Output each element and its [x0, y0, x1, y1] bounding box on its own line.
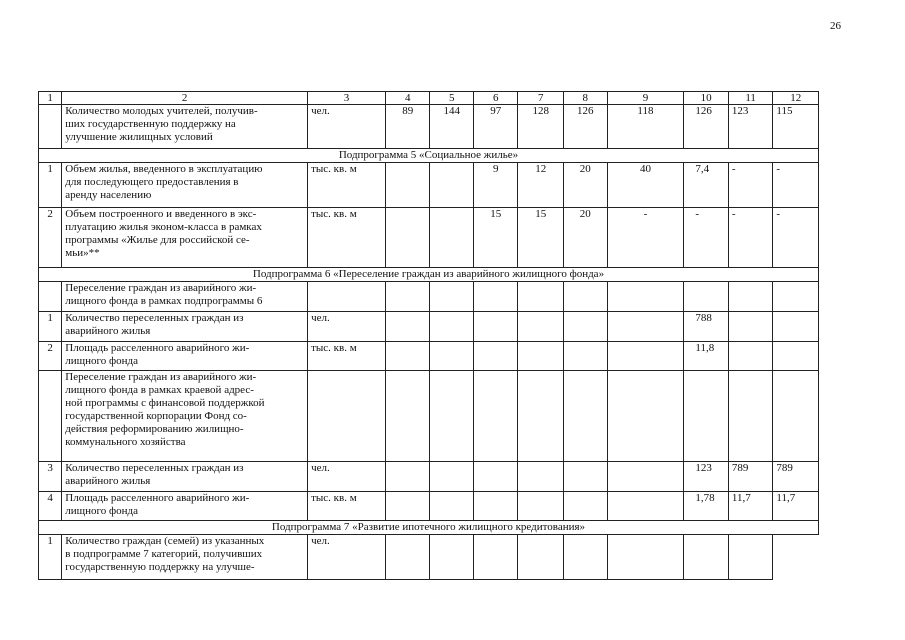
- column-header: 6: [473, 92, 518, 105]
- value-cell: -: [607, 208, 684, 268]
- value-cell: [728, 371, 773, 462]
- section-row: [39, 268, 819, 282]
- value-cell: 11,8: [684, 342, 729, 371]
- value-cell: 15: [518, 208, 564, 268]
- row-number: [39, 282, 62, 312]
- row-number: [39, 105, 62, 149]
- indicator-name: Количество переселенных граждан из аварийного жилья: [62, 312, 308, 342]
- indicator-name: Площадь расселенного аварийного жи- лищного фонда: [62, 492, 308, 521]
- value-cell: [473, 462, 518, 492]
- table-row: [39, 371, 819, 462]
- value-cell: 20: [564, 208, 608, 268]
- value-cell: [473, 371, 518, 462]
- row-number: 1: [39, 312, 62, 342]
- table-row: [39, 535, 819, 580]
- unit-cell: [308, 282, 386, 312]
- value-cell: [684, 535, 729, 580]
- table-row: [39, 492, 819, 521]
- unit-cell: чел.: [308, 312, 386, 342]
- value-cell: 12: [518, 163, 564, 208]
- section-title: Подпрограмма 6 «Переселение граждан из аварийного жилищного фонда»: [39, 268, 819, 282]
- indicator-name: Количество молодых учителей, получив- ших государственную поддержку на улучшение жилищных условий: [62, 105, 308, 149]
- value-cell: [518, 312, 564, 342]
- row-number: 1: [39, 163, 62, 208]
- row-number: 2: [39, 208, 62, 268]
- value-cell: 97: [473, 105, 518, 149]
- value-cell: -: [773, 163, 819, 208]
- value-cell: 89: [385, 105, 430, 149]
- indicator-name: Объем жилья, введенного в эксплуатацию для последующего предоставления в аренду населению: [62, 163, 308, 208]
- value-cell: [385, 371, 430, 462]
- value-cell: [518, 462, 564, 492]
- column-header: 9: [607, 92, 684, 105]
- column-header: 2: [62, 92, 308, 105]
- unit-cell: тыс. кв. м: [308, 342, 386, 371]
- section-title: Подпрограмма 5 «Социальное жилье»: [39, 149, 819, 163]
- value-cell: [518, 492, 564, 521]
- value-cell: [607, 342, 684, 371]
- value-cell: [607, 312, 684, 342]
- unit-cell: чел.: [308, 535, 386, 580]
- value-cell: [385, 492, 430, 521]
- value-cell: [728, 282, 773, 312]
- section-row: [39, 149, 819, 163]
- section-title: Подпрограмма 7 «Развитие ипотечного жилищного кредитования»: [39, 521, 819, 535]
- page-number: 26: [830, 20, 841, 32]
- value-cell: [773, 312, 819, 342]
- value-cell: [607, 535, 684, 580]
- section-row: [39, 521, 819, 535]
- indicator-name: Переселение граждан из аварийного жи- лищного фонда в рамках краевой адрес- ной программы с финансовой поддержкой государственной корпорации Фонд со- действия реформированию жилищно- коммунального хозяйства: [62, 371, 308, 462]
- value-cell: [728, 312, 773, 342]
- unit-cell: тыс. кв. м: [308, 163, 386, 208]
- value-cell: 7,4: [684, 163, 729, 208]
- value-cell: 20: [564, 163, 608, 208]
- table-row: [39, 342, 819, 371]
- value-cell: [564, 342, 608, 371]
- column-header: 7: [518, 92, 564, 105]
- table-row: [39, 163, 819, 208]
- value-cell: [773, 282, 819, 312]
- table-row: [39, 282, 819, 312]
- row-number: [39, 371, 62, 462]
- value-cell: [607, 282, 684, 312]
- value-cell: [728, 342, 773, 371]
- value-cell: -: [728, 163, 773, 208]
- indicators-table: [38, 91, 819, 580]
- value-cell: [385, 282, 430, 312]
- indicator-name: Площадь расселенного аварийного жи- лищного фонда: [62, 342, 308, 371]
- row-number: 3: [39, 462, 62, 492]
- indicator-name: Переселение граждан из аварийного жи- лищного фонда в рамках подпрограммы 6: [62, 282, 308, 312]
- value-cell: [607, 462, 684, 492]
- value-cell: -: [728, 208, 773, 268]
- value-cell: 123: [728, 105, 773, 149]
- value-cell: [430, 342, 474, 371]
- value-cell: [430, 371, 474, 462]
- table-header-row: [39, 92, 819, 105]
- unit-cell: чел.: [308, 105, 386, 149]
- value-cell: [473, 342, 518, 371]
- value-cell: [728, 535, 773, 580]
- value-cell: [564, 371, 608, 462]
- value-cell: [518, 342, 564, 371]
- row-number: 1: [39, 535, 62, 580]
- value-cell: 115: [773, 105, 819, 149]
- value-cell: [430, 208, 474, 268]
- value-cell: [385, 462, 430, 492]
- value-cell: [773, 371, 819, 462]
- value-cell: 40: [607, 163, 684, 208]
- value-cell: 9: [473, 163, 518, 208]
- unit-cell: тыс. кв. м: [308, 492, 386, 521]
- value-cell: 126: [684, 105, 729, 149]
- value-cell: [385, 163, 430, 208]
- value-cell: [773, 342, 819, 371]
- indicator-name: Объем построенного и введенного в экс- плуатацию жилья эконом-класса в рамках программы «Жилье для российской се- мьи»**: [62, 208, 308, 268]
- value-cell: [518, 282, 564, 312]
- value-cell: [385, 535, 430, 580]
- column-header: 3: [308, 92, 386, 105]
- column-header: 11: [728, 92, 773, 105]
- value-cell: [473, 535, 518, 580]
- indicator-name: Количество переселенных граждан из аварийного жилья: [62, 462, 308, 492]
- value-cell: [385, 208, 430, 268]
- table-row: [39, 462, 819, 492]
- value-cell: 144: [430, 105, 474, 149]
- value-cell: 128: [518, 105, 564, 149]
- column-header: 8: [564, 92, 608, 105]
- value-cell: [385, 342, 430, 371]
- column-header: 12: [773, 92, 819, 105]
- value-cell: [684, 282, 729, 312]
- value-cell: 11,7: [728, 492, 773, 521]
- column-header: 5: [430, 92, 474, 105]
- value-cell: [430, 282, 474, 312]
- table-row: [39, 208, 819, 268]
- value-cell: [430, 492, 474, 521]
- value-cell: 789: [773, 462, 819, 492]
- value-cell: [518, 535, 564, 580]
- value-cell: [473, 282, 518, 312]
- table-row: [39, 312, 819, 342]
- table-row: [39, 105, 819, 149]
- value-cell: 788: [684, 312, 729, 342]
- value-cell: 123: [684, 462, 729, 492]
- value-cell: 11,7: [773, 492, 819, 521]
- value-cell: 15: [473, 208, 518, 268]
- column-header: 10: [684, 92, 729, 105]
- value-cell: [607, 492, 684, 521]
- value-cell: 1,78: [684, 492, 729, 521]
- unit-cell: [308, 371, 386, 462]
- value-cell: [564, 282, 608, 312]
- value-cell: -: [773, 208, 819, 268]
- row-number: 2: [39, 342, 62, 371]
- value-cell: [607, 371, 684, 462]
- value-cell: [564, 312, 608, 342]
- indicator-name: Количество граждан (семей) из указанных в подпрограмме 7 категорий, получивших государственную поддержку на улучше-: [62, 535, 308, 580]
- value-cell: [430, 462, 474, 492]
- value-cell: [385, 312, 430, 342]
- value-cell: [430, 312, 474, 342]
- value-cell: 126: [564, 105, 608, 149]
- unit-cell: тыс. кв. м: [308, 208, 386, 268]
- value-cell: [518, 371, 564, 462]
- column-header: 1: [39, 92, 62, 105]
- value-cell: [564, 535, 608, 580]
- value-cell: [473, 492, 518, 521]
- value-cell: 789: [728, 462, 773, 492]
- value-cell: [564, 462, 608, 492]
- row-number: 4: [39, 492, 62, 521]
- column-header: 4: [385, 92, 430, 105]
- value-cell: [564, 492, 608, 521]
- value-cell: [430, 163, 474, 208]
- value-cell: [430, 535, 474, 580]
- value-cell: -: [684, 208, 729, 268]
- value-cell: 118: [607, 105, 684, 149]
- value-cell: [473, 312, 518, 342]
- unit-cell: чел.: [308, 462, 386, 492]
- value-cell: [684, 371, 729, 462]
